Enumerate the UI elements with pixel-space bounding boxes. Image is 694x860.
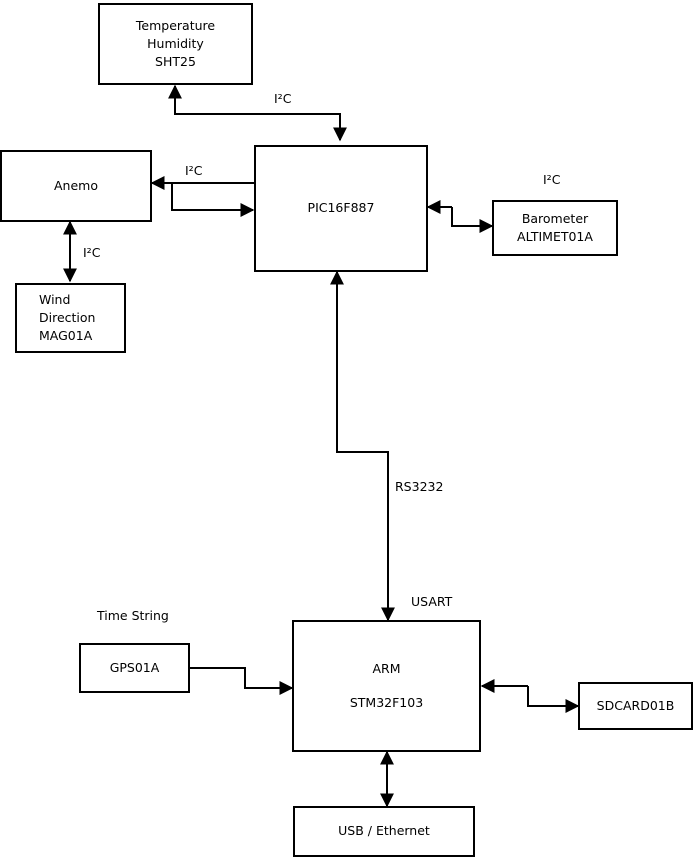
node-wind-direction-mag01a[interactable] [15, 283, 126, 353]
node-line: SHT25 [155, 54, 196, 70]
node-line: Humidity [147, 35, 204, 51]
node-line: USB / Ethernet [338, 823, 430, 839]
node-temperature-humidity-sht25[interactable] [98, 3, 253, 85]
edge-label-i2c-barometer: I²C [543, 172, 561, 187]
node-barometer-altimet01a[interactable] [492, 200, 618, 256]
node-line: Direction [39, 309, 96, 325]
edge-label-rs3232: RS3232 [395, 479, 444, 494]
node-line: Wind [39, 291, 71, 307]
edge-label-i2c-wind-direction: I²C [83, 245, 101, 260]
node-line: STM32F103 [349, 695, 424, 710]
node-sdcard01b[interactable] [578, 682, 693, 730]
node-line: ALTIMET01A [517, 229, 593, 244]
node-arm-stm32f103[interactable] [292, 620, 481, 752]
node-line: Temperature [135, 17, 216, 33]
node-line: SDCARD01B [596, 697, 675, 713]
node-line: MAG01A [39, 328, 93, 344]
node-usb-ethernet[interactable] [293, 806, 475, 857]
node-line: PIC16F887 [307, 200, 375, 216]
node-anemo[interactable] [0, 150, 152, 222]
edge-label-time-string: Time String [97, 608, 169, 623]
edge-label-i2c-anemo: I²C [185, 163, 203, 178]
node-line: Barometer [521, 210, 589, 226]
edge-label-usart: USART [411, 594, 453, 609]
node-line: ARM [372, 660, 401, 676]
edge-label-i2c-sht25: I²C [274, 91, 292, 106]
node-line: GPS01A [109, 659, 160, 675]
node-gps01a[interactable] [79, 643, 190, 693]
node-line: Anemo [54, 177, 98, 193]
node-pic16f887[interactable] [254, 145, 428, 272]
